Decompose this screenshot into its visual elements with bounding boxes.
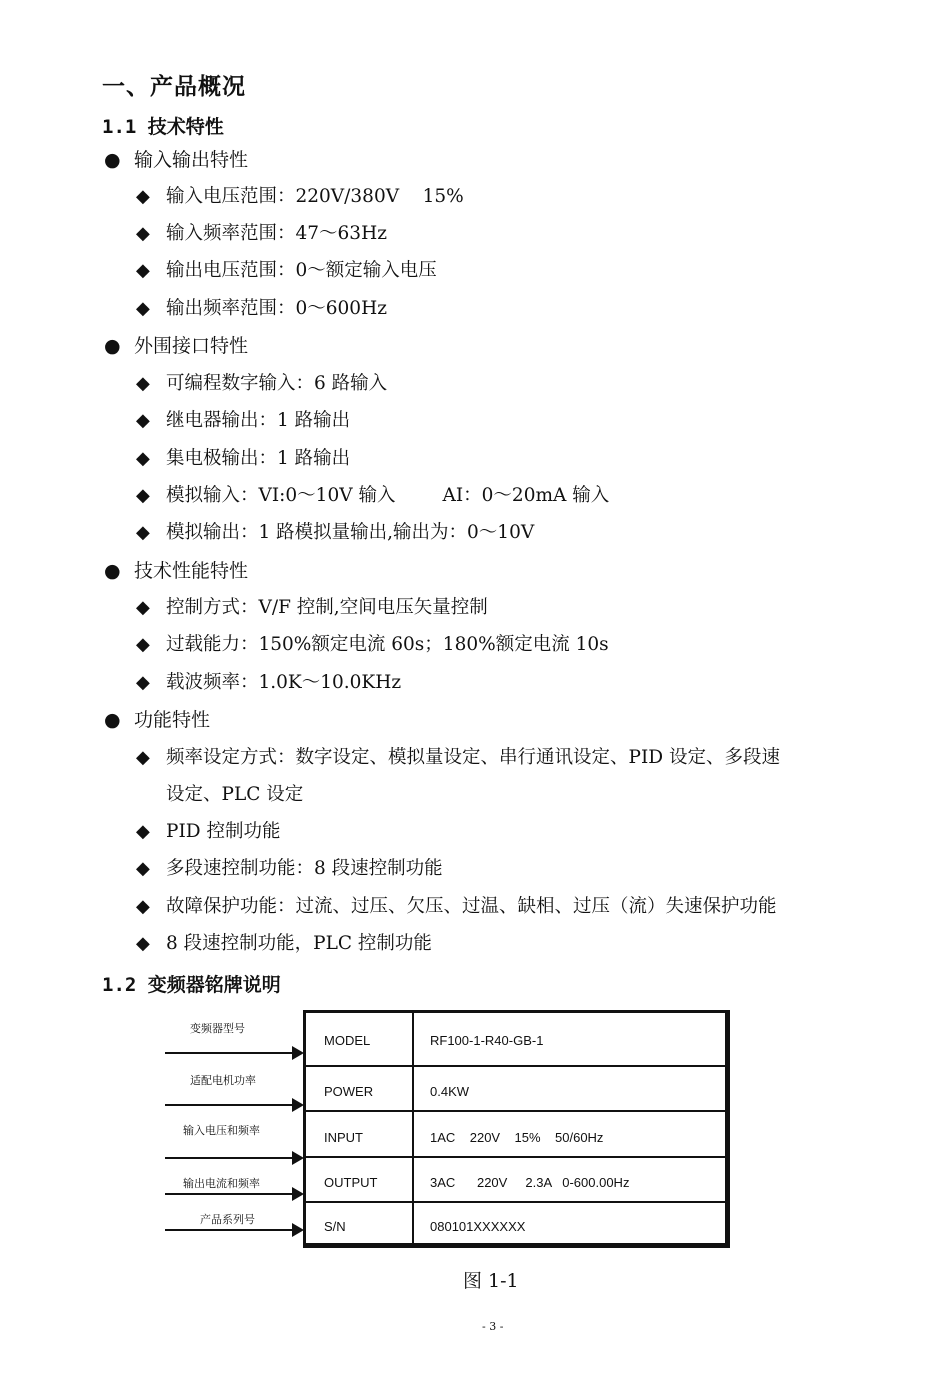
nameplate-key: MODEL — [324, 1033, 371, 1048]
feature-group: ● 外围接口特性 — [104, 335, 249, 357]
feature-item: ◆ 8 段速控制功能，PLC 控制功能 — [136, 933, 432, 954]
section-title-1-2: 1.2 变频器铭牌说明 — [102, 974, 281, 996]
feature-item: ◆ 输出电压范围：0～额定输入电压 — [136, 260, 437, 281]
nameplate-label: 产品系列号 — [200, 1213, 255, 1226]
nameplate-label: 适配电机功率 — [190, 1074, 256, 1087]
nameplate-table — [303, 1010, 730, 1248]
nameplate-value: 3AC 220V 2.3A 0-600.00Hz — [430, 1175, 630, 1190]
nameplate-key: INPUT — [324, 1130, 363, 1145]
nameplate-label: 变频器型号 — [190, 1022, 245, 1035]
feature-item: ◆ 集电极输出：1 路输出 — [136, 448, 351, 469]
filled-diamond-icon: ◆ — [136, 634, 150, 655]
filled-diamond-icon: ◆ — [136, 522, 150, 543]
page-number: - 3 - — [482, 1320, 504, 1333]
filled-diamond-icon: ◆ — [136, 448, 150, 469]
filled-diamond-icon: ◆ — [136, 672, 150, 693]
feature-item: ◆ 模拟输入：VI:0～10V 输入 AI：0～20mA 输入 — [136, 485, 610, 506]
feature-item: ◆ PID 控制功能 — [136, 821, 281, 842]
filled-diamond-icon: ◆ — [136, 485, 150, 506]
filled-diamond-icon: ◆ — [136, 896, 150, 917]
filled-circle-icon: ● — [104, 709, 121, 731]
filled-diamond-icon: ◆ — [136, 821, 150, 842]
feature-item: ◆ 控制方式：V/F 控制,空间电压矢量控制 — [136, 597, 488, 618]
filled-diamond-icon: ◆ — [136, 373, 150, 394]
nameplate-value: 080101XXXXXX — [430, 1219, 526, 1234]
feature-item: ◆ 可编程数字输入：6 路输入 — [136, 373, 388, 394]
feature-item: ◆ 多段速控制功能：8 段速控制功能 — [136, 858, 443, 879]
filled-diamond-icon: ◆ — [136, 858, 150, 879]
filled-diamond-icon: ◆ — [136, 223, 150, 244]
chapter-heading: 一、产品概况 — [102, 74, 246, 100]
filled-diamond-icon: ◆ — [136, 260, 150, 281]
section-title-1-1: 1.1 技术特性 — [102, 116, 224, 138]
nameplate-row — [306, 1110, 725, 1158]
feature-group: ● 功能特性 — [104, 709, 211, 731]
feature-item: ◆ 输入电压范围：220V/380V 15% — [136, 186, 464, 207]
nameplate-label: 输出电流和频率 — [183, 1177, 260, 1190]
feature-item-continuation: 设定、PLC 设定 — [166, 784, 304, 805]
filled-diamond-icon: ◆ — [136, 747, 150, 768]
nameplate-key: S/N — [324, 1219, 346, 1234]
arrow-right-icon — [165, 1229, 293, 1231]
feature-item: ◆ 模拟输出：1 路模拟量输出,输出为：0～10V — [136, 522, 535, 543]
arrow-right-icon — [165, 1157, 293, 1159]
nameplate-label: 输入电压和频率 — [183, 1124, 260, 1137]
nameplate-row — [306, 1065, 725, 1112]
filled-circle-icon: ● — [104, 149, 121, 171]
filled-circle-icon: ● — [104, 335, 121, 357]
filled-diamond-icon: ◆ — [136, 597, 150, 618]
feature-item: ◆ 继电器输出：1 路输出 — [136, 410, 351, 431]
nameplate-value: RF100-1-R40-GB-1 — [430, 1033, 544, 1048]
nameplate-value: 1AC 220V 15% 50/60Hz — [430, 1130, 604, 1145]
nameplate-key: OUTPUT — [324, 1175, 378, 1190]
feature-item: ◆ 故障保护功能：过流、过压、欠压、过温、缺相、过压（流）失速保护功能 — [136, 896, 777, 917]
nameplate-row — [306, 1013, 725, 1065]
nameplate-row — [306, 1156, 725, 1203]
filled-diamond-icon: ◆ — [136, 186, 150, 207]
figure-caption: 图 1-1 — [463, 1270, 519, 1292]
arrow-right-icon — [165, 1193, 293, 1195]
feature-group: ● 技术性能特性 — [104, 560, 249, 582]
arrow-right-icon — [165, 1052, 293, 1054]
arrow-right-icon — [165, 1104, 293, 1106]
nameplate-row — [306, 1201, 725, 1242]
feature-item: ◆ 频率设定方式：数字设定、模拟量设定、串行通讯设定、PID 设定、多段速 — [136, 747, 780, 768]
filled-diamond-icon: ◆ — [136, 410, 150, 431]
feature-item: ◆ 输入频率范围：47～63Hz — [136, 223, 387, 244]
feature-group: ● 输入输出特性 — [104, 149, 249, 171]
filled-circle-icon: ● — [104, 560, 121, 582]
filled-diamond-icon: ◆ — [136, 933, 150, 954]
filled-diamond-icon: ◆ — [136, 298, 150, 319]
nameplate-value: 0.4KW — [430, 1084, 470, 1099]
feature-item: ◆ 输出频率范围：0～600Hz — [136, 298, 387, 319]
feature-item: ◆ 载波频率：1.0K～10.0KHz — [136, 672, 402, 693]
feature-item: ◆ 过载能力：150%额定电流 60s；180%额定电流 10s — [136, 634, 609, 655]
nameplate-key: POWER — [324, 1084, 374, 1099]
